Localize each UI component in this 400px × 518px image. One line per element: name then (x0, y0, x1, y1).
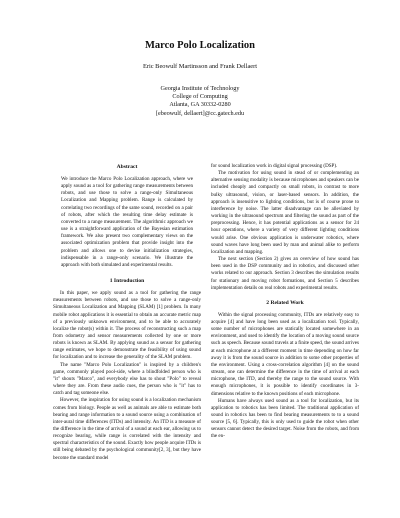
body-paragraph: for sound localization work in digital signal processing (DSP). (211, 163, 338, 169)
abstract-text: We introduce the Marco Polo Localization approach, where we apply sound as a tool for gathering range measurements between robots, and use those to solve a range-only Simultaneous Localization and Mapping problem. Range is calculated by correlating two recordings of the same sound, recorded on a pair of robots, after which the resulting time delay estimate is converted to a range measurement. The algorithmic approach we use is a straightforward application of the Bayesian estimation framework. We also present two complementary views on the associated optimization problem that provide insight into the problem and allows one to devise initialization strategies, indispensable in a range-only scenario. We illustrate the approach with both simulated and experimental results. (61, 176, 193, 268)
intro-paragraph: However, the inspiration for using sound is a localization mechanism comes from biology. People as well as animals are able to estimate both bearing and range information to a sound source using a combination of inter-aural time differences (ITDs) and intensity. An ITD is a measure of the difference in the time of arrival of a sound at each ear, allowing us to recognize bearing, while range is correlated with the intensity and spectral characteristics of the sound. Exactly how people acquire ITDs is still being debated by the psychological community[2, 3], but they have become the standard model (53, 397, 201, 461)
intro-paragraph: In this paper, we apply sound as a tool for gathering the range measurements between robots, and use those to solve a range-only Simultaneous Localization and Mapping (SLAM) [1] problem. In many mobile robot applications it is essential to obtain an accurate metric map of a previously unknown environment, and to be able to accurately localize the robot(s) within it. The process of reconstructing such a map from odometry and sensor measurements collected by one or more robots is known as SLAM. By applying sound as a sensor for gathering range estimates, we hope to demonstrate the feasibility of using sound for localization and to increase the generality of the SLAM problem. (53, 290, 201, 361)
abstract-heading: Abstract (116, 164, 138, 170)
intro-paragraph: The name "Marco Polo Localization" is inspired by a children's game, commonly played pool-side, where a blindfolded person who is "it" shouts "Marco", and everybody else has to shout "Polo" to reveal where they are. From these audio cues, the person who is "it" has to catch and tag someone else. (53, 361, 201, 397)
affiliation-block (0, 85, 400, 118)
related-paragraph: Humans have always used sound as a tool for localization, but its application to robotics has been limited. The traditional application of sound in robotics has been to find bearing measurements to to a sound source [5, 6]. Typically, this is only used to guide the robot when other sensors cannot detect the desired target. Noise from the robots, and from the en- (211, 397, 359, 440)
affiliation-institution: Georgia Institute of Technology (160, 85, 240, 92)
related-paragraph: Within the signal processing community, ITDs are relatively easy to acquire [4] and have long been used as a localization tool. Typically, some number of microphones are statically located somewhere in an environment, and used to identify the location of a moving sound source such as speech. Because sound travels at a finite speed, the sound arrives at each microphone at a different moment in time depending on how far away it is from the sound source in addition to some other properties of the environment. Using a cross-correlation algorithm [4] on the sound stream, one can determine the difference in the time of arrival at each microphone, the ITD, and thereby the range to the sound source. With enough microphones, it is possible to identify coordinates in 3-dimensions relative to the known positions of each microphone. (211, 311, 359, 397)
affiliation-college: College of Computing (172, 93, 228, 101)
paper-authors: Eric Beowulf Martinsson and Frank Dellaert (142, 63, 258, 70)
intro-heading: 1 Introduction (109, 278, 145, 285)
body-paragraph: The motivation for using sound in stead of or complementing an alternative sensing modality is because microphones and speakers can be included cheaply and compactly on small robots, in contrast to more bulky ultrasound, vision, or laser-based sensors. In addition, the approach is insensitive to lighting conditions, but is of course prone to interference by noise. The latter disadvantage can be alleviated by working in the ultrasound spectrum and filtering the sound as part of the preprocessing. Hence, it has potential applications as a sensor for 24 hour operations, where a variety of very different lighting conditions would arise. One obvious application is underwater robotics, where sound waves have long been used by man and animal alike to perform localization and mapping. (211, 170, 359, 255)
affiliation-email: [ebeowulf, dellaert]@cc.gatech.edu (155, 109, 245, 117)
paper-title: Marco Polo Localization (144, 40, 256, 51)
related-work-heading: 2 Related Work (266, 299, 304, 306)
body-paragraph: The next section (Section 2) gives an overview of how sound has been used in the DSP community and in robotics, and discussed other works related to our approach. Section 3 describes the simulation results for stationary and moving robot formations, and Section 5 describes implementation details on real robots and experimental results. (211, 256, 359, 291)
affiliation-address: Atlanta, GA 30332-0280 (169, 101, 231, 109)
left-column (53, 164, 201, 462)
right-column (211, 163, 359, 441)
